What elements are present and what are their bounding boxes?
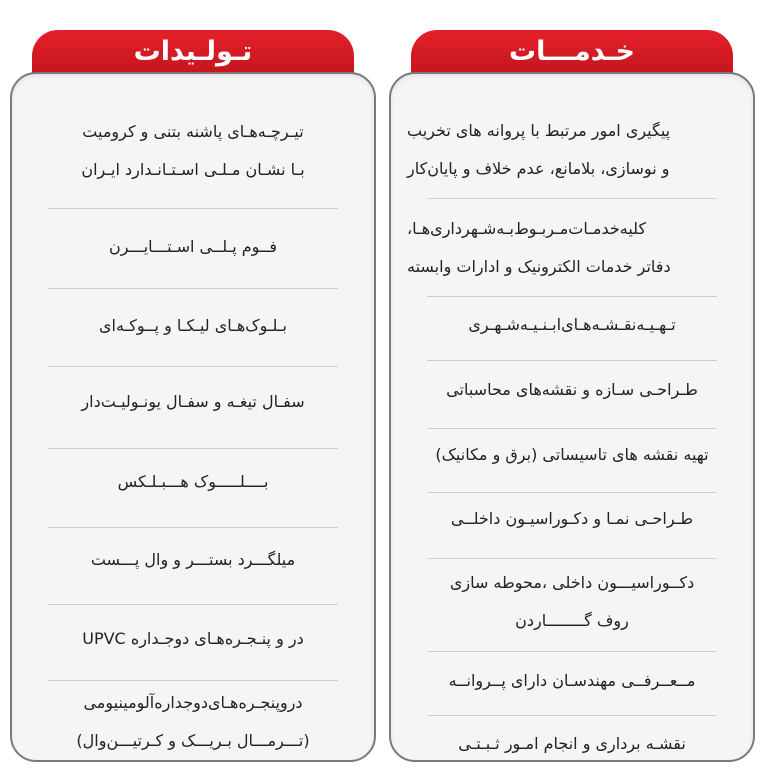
list-item [12, 621, 374, 657]
item-line: بـلـوک‌هـای لیـکـا و پــوکـه‌ای [99, 316, 287, 335]
list-item [12, 308, 374, 344]
divider [427, 198, 717, 199]
list-item [391, 112, 753, 188]
item-line: کلیه‌خدمـات‌مـربـوط‌بـه‌شـهرداری‌هـا، [407, 219, 647, 238]
list-item [12, 116, 374, 186]
services-header [411, 30, 733, 78]
divider [427, 296, 717, 297]
item-line: میلگـــرد بستـــر و وال پـــست [90, 550, 296, 569]
divider [48, 527, 338, 528]
list-item [391, 210, 753, 286]
item-line: و نوسازی، بلامانع، عدم خلاف و پایان‌کار [407, 159, 670, 178]
item-line: طـراحـی سـازه و نقشه‌های محاسباتی [446, 380, 698, 399]
divider [427, 428, 717, 429]
divider [427, 715, 717, 716]
item-line: دفاتر خدمات الکترونیک و ادارات وابسته [407, 257, 671, 276]
services-list [389, 72, 755, 762]
item-line: روف گــــــــاردن [515, 611, 629, 630]
divider [48, 366, 338, 367]
products-list [10, 72, 376, 762]
products-title: تـولـیدات [133, 36, 253, 67]
divider [48, 448, 338, 449]
list-item [12, 464, 374, 500]
products-header [32, 30, 354, 78]
item-line: بـا نشـان مـلـی اسـتـانـدارد ایـران [81, 160, 305, 179]
divider [48, 288, 338, 289]
products-panel [10, 30, 376, 760]
item-line: دکــوراسیـــون داخلی ،محوطه سازی [449, 573, 695, 592]
item-line: تیـرچـه‌هـای پاشنه بتنی و کرومیت [82, 122, 304, 141]
item-line: طـراحـی نمـا و دکـوراسیـون داخلــی [450, 509, 694, 528]
divider [427, 492, 717, 493]
list-item [12, 684, 374, 760]
item-line: دروپنجـره‌هـای‌دوجداره‌آلومینیومی [83, 693, 303, 712]
divider [427, 651, 717, 652]
item-line: تهیه نقشه های تاسیساتی (برق و مکانیک) [435, 445, 709, 464]
list-item [391, 726, 753, 762]
list-item [12, 542, 374, 578]
item-line: نقشـه برداری و انجام امـور ثـبـتـی [458, 734, 686, 753]
list-item [391, 501, 753, 537]
item-line: بــــلـــــوک هـــبـلـکس [117, 472, 269, 491]
list-item [391, 564, 753, 640]
services-panel [389, 30, 755, 760]
list-item [391, 307, 753, 343]
divider [48, 604, 338, 605]
item-line: فــوم پـلــی اسـتـــایـــرن [109, 237, 277, 256]
services-title: خـدمـــات [509, 36, 635, 67]
item-line: سفـال تیغـه و سفـال یونـولیـت‌دار [81, 392, 305, 411]
divider [427, 558, 717, 559]
list-item [391, 372, 753, 408]
item-line: (تـــرمـــال بـریـــک و کـرتیـــن‌وال) [76, 731, 310, 750]
item-line: مــعــرفــی مهندسـان دارای پــروانــه [448, 671, 696, 690]
list-item [12, 384, 374, 420]
divider [48, 208, 338, 209]
item-line: تـهـیـه‌نقـشـه‌هـای‌ابـنـیـه‌شـهـری [468, 315, 676, 334]
list-item [391, 437, 753, 473]
divider [48, 680, 338, 681]
item-line: پیگیری امور مرتبط با پروانه های تخریب [407, 121, 671, 140]
list-item [12, 229, 374, 265]
item-line: در و پنـجـره‌هـای دوجـداره UPVC [82, 629, 304, 648]
list-item [391, 663, 753, 699]
divider [427, 360, 717, 361]
